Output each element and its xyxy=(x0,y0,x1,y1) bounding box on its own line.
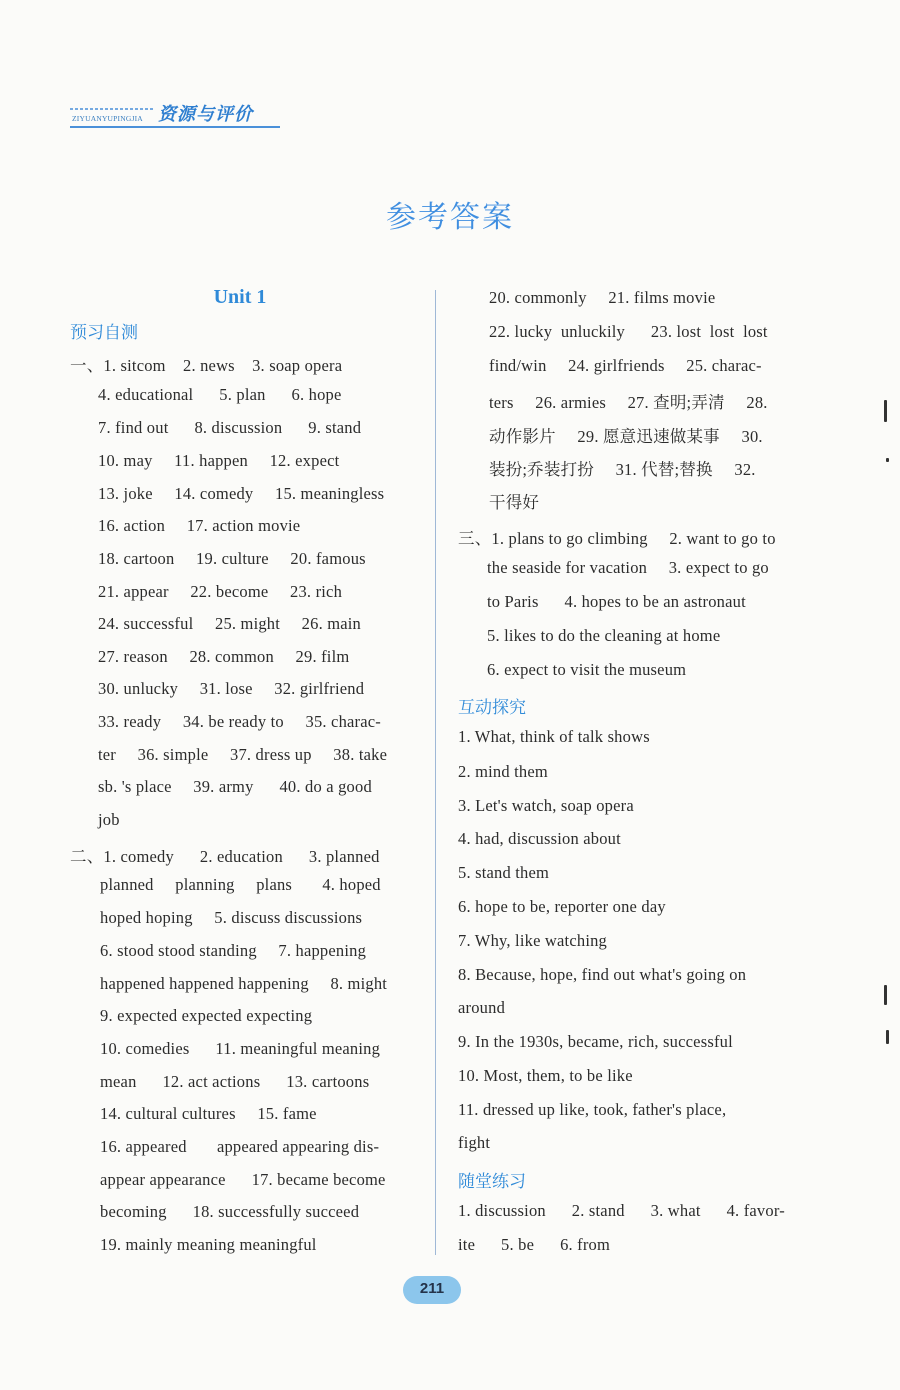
answer-line: happened happened happening 8. might xyxy=(100,974,388,993)
answer-line: 22. lucky unluckily 23. lost lost lost xyxy=(489,322,768,341)
margin-mark xyxy=(886,1030,889,1044)
answer-line: 14. cultural cultures 15. fame xyxy=(100,1104,317,1123)
answer-line: 4. educational 5. plan 6. hope xyxy=(98,385,342,404)
answer-line: find/win 24. girlfriends 25. charac- xyxy=(489,356,762,375)
answer-line: 2. mind them xyxy=(458,762,548,781)
answer-line: 13. joke 14. comedy 15. meaningless xyxy=(98,484,385,503)
brand-underline xyxy=(70,126,280,128)
answer-line: ter 36. simple 37. dress up 38. take xyxy=(98,745,388,764)
brand-name: 资源与评价 xyxy=(158,104,253,125)
answer-line: job xyxy=(98,810,120,829)
answer-line: 10. may 11. happen 12. expect xyxy=(98,451,340,470)
answer-line: 30. unlucky 31. lose 32. girlfriend xyxy=(98,679,365,698)
answer-line: 5. stand them xyxy=(458,863,550,882)
answer-line: 4. had, discussion about xyxy=(458,829,621,848)
answer-line: ite 5. be 6. from xyxy=(458,1235,611,1254)
unit-title: Unit 1 xyxy=(213,286,267,308)
answer-line: 1. discussion 2. stand 3. what 4. favor- xyxy=(458,1201,785,1220)
answer-line: 三、1. plans to go climbing 2. want to go to xyxy=(458,529,776,548)
answer-line: 二、1. comedy 2. education 3. planned xyxy=(70,847,380,866)
answer-line: 16. action 17. action movie xyxy=(98,516,301,535)
section-practice-heading: 随堂练习 xyxy=(458,1172,526,1192)
answer-line: 19. mainly meaning meaningful xyxy=(100,1235,317,1254)
answer-line: 27. reason 28. common 29. film xyxy=(98,647,350,666)
answer-line: sb. 's place 39. army 40. do a good xyxy=(98,777,372,796)
answer-line: ters 26. armies 27. 查明;弄清 28. xyxy=(489,393,768,412)
section-interactive-heading: 互动探究 xyxy=(458,698,526,718)
column-divider xyxy=(435,290,436,1255)
answer-line: fight xyxy=(458,1133,491,1152)
answer-line: 16. appeared appeared appearing dis- xyxy=(100,1137,380,1156)
page-number-badge xyxy=(403,1276,461,1304)
answer-line: 7. Why, like watching xyxy=(458,931,608,950)
answer-line: 33. ready 34. be ready to 35. charac- xyxy=(98,712,381,731)
margin-mark xyxy=(884,400,887,422)
header-brand xyxy=(70,100,282,130)
answer-line: 1. What, think of talk shows xyxy=(458,727,650,746)
answer-line: to Paris 4. hopes to be an astronaut xyxy=(487,592,746,611)
answer-line: 20. commonly 21. films movie xyxy=(489,288,716,307)
answer-line: 5. likes to do the cleaning at home xyxy=(487,626,721,645)
answer-line: 7. find out 8. discussion 9. stand xyxy=(98,418,362,437)
page-number: 211 xyxy=(419,1280,445,1297)
page-title: 参考答案 xyxy=(386,200,514,235)
answer-line: 6. stood stood standing 7. happening xyxy=(100,941,367,960)
answer-line: 动作影片 29. 愿意迅速做某事 30. xyxy=(489,427,763,446)
answer-line: 6. expect to visit the museum xyxy=(487,660,687,679)
answer-line: 9. In the 1930s, became, rich, successful xyxy=(458,1032,733,1051)
answer-line: becoming 18. successfully succeed xyxy=(100,1202,360,1221)
answer-line: 24. successful 25. might 26. main xyxy=(98,614,362,633)
answer-line: the seaside for vacation 3. expect to go xyxy=(487,558,769,577)
margin-mark xyxy=(886,458,889,462)
section-preview-heading: 预习自测 xyxy=(70,323,138,343)
answer-line: 8. Because, hope, find out what's going on xyxy=(458,965,747,984)
answer-line: 10. comedies 11. meaningful meaning xyxy=(100,1039,381,1058)
answer-line: around xyxy=(458,998,506,1017)
answer-line: 3. Let's watch, soap opera xyxy=(458,796,634,815)
answer-line: 18. cartoon 19. culture 20. famous xyxy=(98,549,366,568)
answer-line: 装扮;乔装打扮 31. 代替;替换 32. xyxy=(489,460,756,479)
answer-line: 一、1. sitcom 2. news 3. soap opera xyxy=(70,356,343,375)
arrow-icon xyxy=(70,108,154,110)
margin-mark xyxy=(884,985,887,1005)
answer-line: hoped hoping 5. discuss discussions xyxy=(100,908,363,927)
answer-line: 21. appear 22. become 23. rich xyxy=(98,582,343,601)
answer-line: 6. hope to be, reporter one day xyxy=(458,897,666,916)
answer-line: 9. expected expected expecting xyxy=(100,1006,313,1025)
answer-line: planned planning plans 4. hoped xyxy=(100,875,381,894)
answer-line: appear appearance 17. became become xyxy=(100,1170,386,1189)
brand-pinyin: ZIYUANYUPINGJIA xyxy=(72,114,143,123)
answer-line: 11. dressed up like, took, father's place, xyxy=(458,1100,727,1119)
answer-line: 干得好 xyxy=(489,493,540,512)
answer-line: 10. Most, them, to be like xyxy=(458,1066,633,1085)
answer-line: mean 12. act actions 13. cartoons xyxy=(100,1072,370,1091)
